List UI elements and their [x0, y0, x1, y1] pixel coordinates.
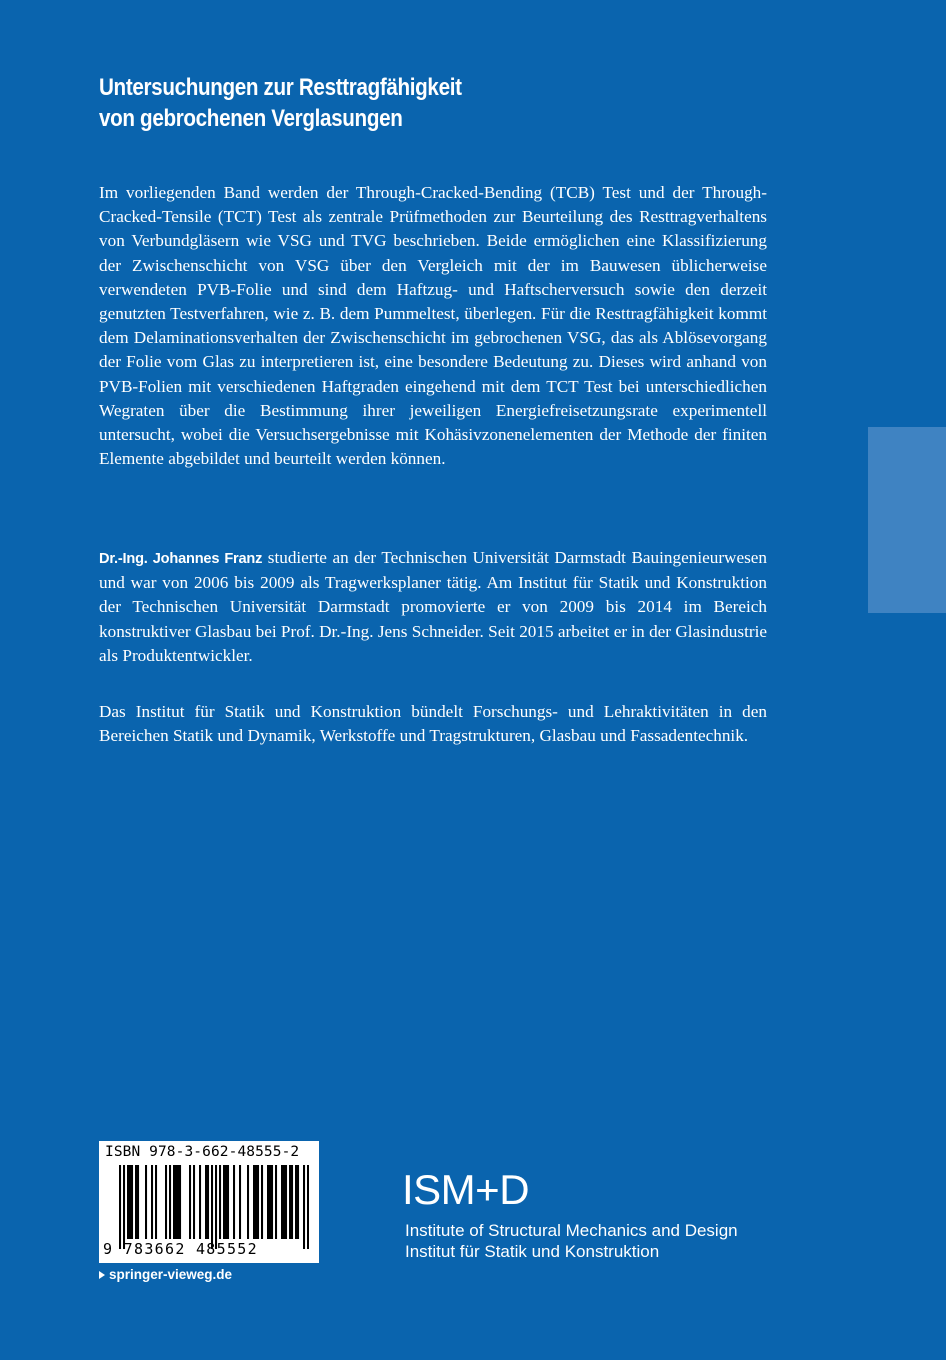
barcode-bar — [267, 1165, 269, 1239]
barcode-bar — [155, 1165, 157, 1239]
barcode-bar — [297, 1165, 299, 1239]
barcode-bar — [247, 1165, 249, 1239]
barcode-guard-bar — [307, 1165, 309, 1249]
barcode-bar — [205, 1165, 207, 1239]
barcode-bar — [295, 1165, 297, 1239]
barcode-bar — [281, 1165, 283, 1239]
barcode-bar — [169, 1165, 171, 1239]
barcode-bar — [239, 1165, 241, 1239]
barcode-bar — [291, 1165, 293, 1239]
barcode-bar — [135, 1165, 137, 1239]
barcode-bar — [257, 1165, 259, 1239]
barcode-bar — [255, 1165, 257, 1239]
barcode-guard-bar — [211, 1165, 213, 1249]
book-title — [99, 72, 701, 134]
barcode-guard-bar — [215, 1165, 217, 1249]
barcode-bar — [127, 1165, 129, 1239]
barcode-bar — [131, 1165, 133, 1239]
institute-name-german: Institut für Statik und Konstruktion — [405, 1242, 660, 1261]
barcode-bar — [179, 1165, 181, 1239]
barcode-bar — [285, 1165, 287, 1239]
barcode-bar — [199, 1165, 201, 1239]
side-tab — [868, 427, 946, 613]
institute-paragraph: Das Institut für Statik und Konstruktion bündelt Forschungs- und Lehraktivitäten in den Bereichen Statik und Dynamik, Werkstoffe und Tragstrukturen, Glasbau und Fassadentechnik. — [99, 702, 767, 746]
barcode-bar — [173, 1165, 175, 1239]
barcode-bar — [261, 1165, 263, 1239]
title-line-2: von gebrochenen Verglasungen — [99, 105, 403, 132]
arrow-right-icon — [99, 1271, 105, 1279]
barcode-bar — [207, 1165, 209, 1239]
barcode-bar — [269, 1165, 271, 1239]
barcode-bar — [189, 1165, 191, 1239]
barcode-bar — [145, 1165, 147, 1239]
barcode-guard-bar — [119, 1165, 121, 1249]
barcode-bar — [219, 1165, 221, 1239]
barcode-bar — [253, 1165, 255, 1239]
barcode-box — [99, 1141, 319, 1263]
barcode-bar — [175, 1165, 177, 1239]
barcode-bar — [177, 1165, 179, 1239]
barcode-bar — [225, 1165, 227, 1239]
barcode-bar — [137, 1165, 139, 1239]
author-paragraph — [99, 546, 767, 668]
barcode-bar — [223, 1165, 225, 1239]
barcode-bar — [129, 1165, 131, 1239]
institute-name-english: Institute of Structural Mechanics and Design — [405, 1221, 738, 1240]
barcode-bar — [271, 1165, 273, 1239]
barcode-bar — [193, 1165, 195, 1239]
author-bio: studierte an der Technischen Universität Darmstadt Bauingenieurwesen und war von 2006 bis 2009 als Tragwerksplaner tätig. Am Institut für Statik und Konstruktion der Technischen Universität Darmstadt promovierte er von 2009 bis 2014 im Bereich konstruktiver Glasbau bei Prof. Dr.-Ing. Jens Schneider. Seit 2015 arbeitet er in der Glasindustrie als Produktentwickler. — [99, 548, 768, 665]
author-name: Dr.-Ing. Johannes Franz — [99, 551, 263, 567]
barcode-bar — [289, 1165, 291, 1239]
abstract-paragraph: Im vorliegenden Band werden der Through-Cracked-Bending (TCB) Test und der Through-Cracked-Tensile (TCT) Test als zentrale Prüfmethoden zur Beurteilung des Resttragverhaltens von Verbundgläsern wie VSG und TVG beschrieben. Beide ermöglichen eine Klassifizierung der Zwischenschicht von VSG über den Vergleich mit der im Bauwesen üblicherweise verwendeten PVB-Folie und sind dem Haftzug- und Haftscherversuch sowie den derzeit genutzten Testverfahren, wie z. B. dem Pummeltest, überlegen. Für die Resttragfähigkeit kommt dem Delaminationsverhalten der Zwischenschicht im gebrochenen VSG, das als Ablösevorgang der Folie vom Glas zu interpretieren ist, eine besondere Bedeutung zu. Dieses wird anhand von PVB-Folien mit verschiedenen Haftgraden eingehend mit dem TCT Test bei unterschiedlichen Wegraten über die Bestimmung ihrer jeweiligen Energiefreisetzungsrate experimentell untersucht, wobei die Versuchsergebnisse mit Kohäsivzonenelementen der Methode der finiten Elemente abgebildet und beurteilt werden können. — [99, 183, 767, 469]
barcode-bar — [283, 1165, 285, 1239]
barcode-bar — [233, 1165, 235, 1239]
publisher-link[interactable] — [99, 1267, 232, 1282]
barcode-digits: 9 783662 485552 — [103, 1240, 258, 1258]
isbn-label: ISBN 978-3-662-48555-2 — [105, 1144, 300, 1160]
barcode-bar — [227, 1165, 229, 1239]
barcode-bar — [165, 1165, 167, 1239]
barcode-guard-bar — [303, 1165, 305, 1249]
barcode-guard-bar — [123, 1165, 125, 1249]
title-line-1: Untersuchungen zur Resttragfähigkeit — [99, 74, 462, 101]
publisher-url: springer-vieweg.de — [109, 1267, 233, 1282]
ismd-logo: ISM+D — [402, 1166, 530, 1213]
barcode-bar — [275, 1165, 277, 1239]
barcode-bar — [151, 1165, 153, 1239]
